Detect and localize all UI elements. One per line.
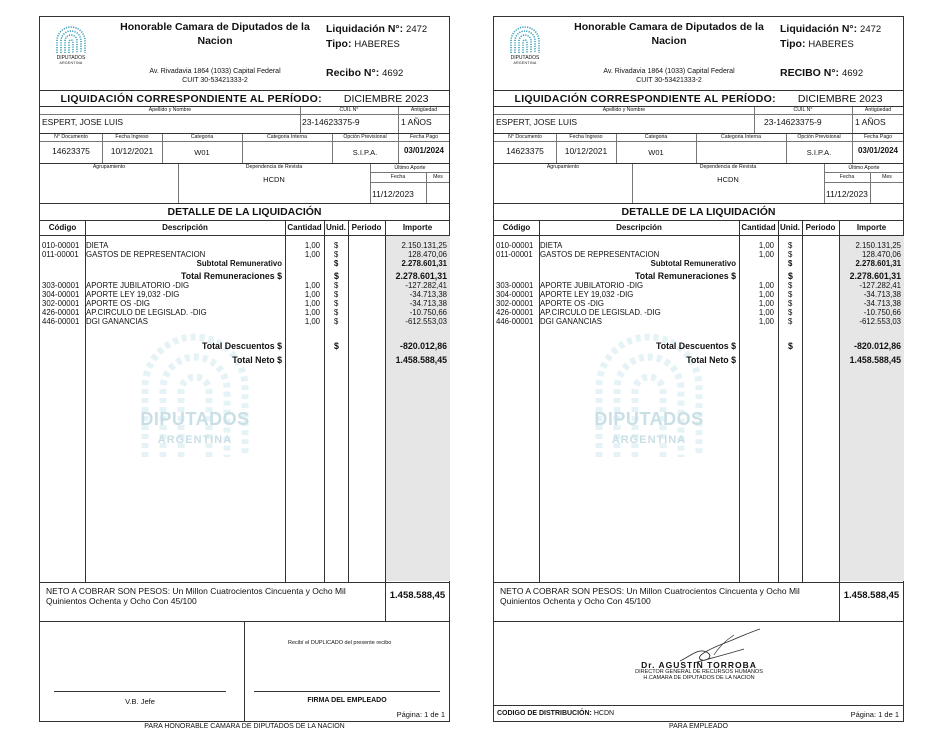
employee-antiguedad: 1 AÑOS <box>401 117 432 127</box>
page-number: Página: 1 de 1 <box>850 710 899 719</box>
row-importe: -612.553,03 <box>859 317 901 326</box>
col-descripcion: Descripción <box>162 223 208 232</box>
liquidacion-value: 2472 <box>860 24 882 35</box>
institution-address <box>564 67 774 85</box>
row-descripcion: DGI GANANCIAS <box>540 317 602 326</box>
row-importe: -10.750,66 <box>863 308 901 317</box>
label-fecha-pago: Fecha Pago <box>410 134 438 140</box>
neto-a-cobrar <box>40 582 450 622</box>
row-importe: -34.713,38 <box>409 299 447 308</box>
row-importe: -612.553,03 <box>405 317 447 326</box>
detalle-title: DETALLE DE LA LIQUIDACIÓN <box>167 206 322 218</box>
label-ultimo-aporte: Último Aporte <box>848 165 880 171</box>
row-cantidad: 1,00 <box>304 281 320 290</box>
recibo-label: RECIBO N°: <box>780 67 840 79</box>
watermark-title: DIPUTADOS <box>594 409 704 429</box>
total-desc-label: Total Descuentos $ <box>201 341 282 351</box>
logo-name: DIPUTADOS <box>510 55 540 61</box>
subtotal-label: Subtotal Remunerativo <box>650 259 736 268</box>
row-cantidad: 1,00 <box>758 241 774 250</box>
total-descuentos-row <box>494 341 904 351</box>
logo-subtitle: ARGENTINA <box>59 61 83 65</box>
label-fecha: Fecha <box>390 174 406 180</box>
subtotal-unit: $ <box>334 259 339 268</box>
row-codigo: 446-00001 <box>42 317 80 326</box>
copy-destination-label: PARA HONORABLE CAMARA DE DIPUTADOS DE LA NACION <box>144 723 345 730</box>
subtotal-unit: $ <box>788 259 793 268</box>
liquidacion-info <box>326 22 427 52</box>
row-unidad: $ <box>334 281 339 290</box>
total-rem-value: 2.278.601,31 <box>395 271 447 281</box>
employee-ingreso: 10/12/2021 <box>110 146 154 156</box>
row-cantidad: 1,00 <box>304 241 320 250</box>
row-codigo: 426-00001 <box>496 308 534 317</box>
employee-previsional: S.I.P.A. <box>806 148 832 157</box>
row-importe: 2.150.131,25 <box>855 241 901 250</box>
row-codigo: 303-00001 <box>42 281 80 290</box>
tipo-label: Tipo: <box>326 38 352 50</box>
label-categoria: Categoria <box>644 134 668 140</box>
recibo-info <box>326 67 403 79</box>
total-desc-value: -820.012,86 <box>400 341 447 351</box>
col-codigo: Código <box>48 223 77 232</box>
employee-previsional: S.I.P.A. <box>352 148 378 157</box>
row-unidad: $ <box>788 250 793 259</box>
institution-title: Honorable Camara de Diputados de la Nacion <box>120 21 310 47</box>
institution-title: Honorable Camara de Diputados de la Nacion <box>574 21 764 47</box>
total-rem-value: 2.278.601,31 <box>849 271 901 281</box>
row-importe: -127.282,41 <box>859 281 901 290</box>
row-descripcion: APORTE LEY 19,032 -DIG <box>540 290 634 299</box>
signer-institution: H.CAMARA DE DIPUTADOS DE LA NACION <box>643 675 755 681</box>
col-cantidad: Cantidad <box>287 223 322 232</box>
row-descripcion: GASTOS DE REPRESENTACION <box>86 250 206 259</box>
row-unidad: $ <box>788 241 793 250</box>
period-row <box>40 91 449 107</box>
signer-name: Dr. AGUSTIN TORROBA <box>641 660 757 670</box>
period-label: LIQUIDACIÓN CORRESPONDIENTE AL PERÍODO: <box>514 93 776 105</box>
recibo-value: 4692 <box>382 68 404 79</box>
page-number: Página: 1 de 1 <box>396 710 445 719</box>
copy-destination-label: PARA EMPLEADO <box>668 723 728 730</box>
row-cantidad: 1,00 <box>304 317 320 326</box>
row-unidad: $ <box>788 299 793 308</box>
row-importe: -34.713,38 <box>409 290 447 299</box>
neto-text: NETO A COBRAR SON PESOS: Un Millon Cuatrocientos Cincuenta y Ocho Mil Quinientos Ochenta y Ocho Con 45/100 <box>46 586 346 606</box>
liquidacion-info <box>780 22 881 52</box>
vb-jefe-label: V.B. Jefe <box>125 697 155 706</box>
subtotal-row <box>494 259 904 269</box>
row-cantidad: 1,00 <box>758 299 774 308</box>
row-codigo: 304-00001 <box>496 290 534 299</box>
label-nombre: Apellido y Nombre <box>602 107 646 113</box>
cuit-line: CUIT 30-53421333-2 <box>636 77 702 84</box>
label-mes: Mes <box>882 174 892 180</box>
total-descuentos-row <box>40 341 450 351</box>
total-rem-unit: $ <box>788 271 793 281</box>
label-dependencia: Dependencia de Revista <box>245 164 303 170</box>
row-unidad: $ <box>334 317 339 326</box>
recibi-text: Recibí el DUPLICADO del presente recibo <box>288 640 392 646</box>
total-neto-row <box>40 355 450 365</box>
col-importe: Importe <box>856 223 887 232</box>
row-cantidad: 1,00 <box>304 308 320 317</box>
neto-a-cobrar <box>494 582 904 622</box>
row-importe: -127.282,41 <box>405 281 447 290</box>
row-codigo: 426-00001 <box>42 308 80 317</box>
recibo-label: Recibo N°: <box>326 67 380 79</box>
row-unidad: $ <box>334 299 339 308</box>
employee-antiguedad: 1 AÑOS <box>855 117 886 127</box>
col-codigo: Código <box>502 223 531 232</box>
total-neto-value: 1.458.588,45 <box>849 355 901 365</box>
row-unidad: $ <box>334 290 339 299</box>
row-cantidad: 1,00 <box>758 308 774 317</box>
label-categoria: Categoria <box>190 134 214 140</box>
period-row <box>494 91 903 107</box>
row-importe: -34.713,38 <box>863 299 901 308</box>
watermark-title: DIPUTADOS <box>140 409 250 429</box>
employee-dependencia: HCDN <box>263 175 285 184</box>
row-descripcion: AP.CIRCULO DE LEGISLAD. -DIG <box>86 308 207 317</box>
signer-title: DIRECTOR GENERAL DE RECURSOS HUMANOS <box>635 669 763 675</box>
employee-name: ESPERT, JOSE LUIS <box>42 117 124 127</box>
total-remuneraciones-row <box>494 271 904 281</box>
row-codigo: 302-00001 <box>42 299 80 308</box>
row-cantidad: 1,00 <box>758 317 774 326</box>
employee-documento: 14623375 <box>506 146 544 156</box>
firma-empleado-label: FIRMA DEL EMPLEADO <box>307 697 387 704</box>
row-importe: 128.470,06 <box>861 250 901 259</box>
row-descripcion: GASTOS DE REPRESENTACION <box>540 250 660 259</box>
liquidacion-label: Liquidación N°: <box>326 23 404 35</box>
subtotal-value: 2.278.601,31 <box>401 259 447 268</box>
watermark-subtitle: ARGENTINA <box>611 434 687 446</box>
label-ingreso: Fecha Ingreso <box>115 134 149 140</box>
subtotal-row <box>40 259 450 269</box>
receipt-copy-employee <box>493 16 904 722</box>
distribucion-value: HCDN <box>593 710 615 717</box>
subtotal-value: 2.278.601,31 <box>855 259 901 268</box>
neto-amount: 1.458.588,45 <box>843 590 900 601</box>
label-previsional: Opción Previsional <box>797 134 841 140</box>
label-documento: N° Documento <box>54 134 88 140</box>
label-ingreso: Fecha Ingreso <box>569 134 603 140</box>
col-descripcion: Descripción <box>616 223 662 232</box>
row-descripcion: DIETA <box>540 241 563 250</box>
employee-ingreso: 10/12/2021 <box>564 146 608 156</box>
diputados-logo <box>504 23 546 75</box>
label-ultimo-aporte: Último Aporte <box>394 165 426 171</box>
neto-text: NETO A COBRAR SON PESOS: Un Millon Cuatrocientos Cincuenta y Ocho Mil Quinientos Ochenta y Ocho Con 45/100 <box>500 586 800 606</box>
col-cantidad: Cantidad <box>741 223 776 232</box>
row-descripcion: APORTE JUBILATORIO -DIG <box>86 281 190 290</box>
logo-subtitle: ARGENTINA <box>513 61 537 65</box>
subtotal-label: Subtotal Remunerativo <box>196 259 282 268</box>
employee-fecha-pago: 03/01/2024 <box>403 146 445 155</box>
row-cantidad: 1,00 <box>758 281 774 290</box>
recibo-info <box>780 67 863 79</box>
total-neto-label: Total Neto $ <box>686 355 736 365</box>
label-documento: N° Documento <box>508 134 542 140</box>
logo-name: DIPUTADOS <box>56 55 86 61</box>
arch-logo-icon <box>53 23 89 55</box>
watermark-subtitle: ARGENTINA <box>157 434 233 446</box>
row-unidad: $ <box>334 241 339 250</box>
arch-logo-icon <box>507 23 543 55</box>
col-periodo: Periodo <box>805 223 836 232</box>
row-cantidad: 1,00 <box>758 290 774 299</box>
label-cat-interna: Categoria Interna <box>720 134 762 140</box>
row-codigo: 302-00001 <box>496 299 534 308</box>
label-dependencia: Dependencia de Revista <box>699 164 757 170</box>
total-neto-label: Total Neto $ <box>232 355 282 365</box>
row-importe: -10.750,66 <box>409 308 447 317</box>
period-value: DICIEMBRE 2023 <box>343 93 429 105</box>
col-periodo: Periodo <box>351 223 382 232</box>
row-descripcion: DIETA <box>86 241 109 250</box>
distribucion-info <box>497 710 614 717</box>
row-codigo: 011-00001 <box>496 250 533 259</box>
total-rem-label: Total Remuneraciones $ <box>180 271 282 281</box>
label-agrupamiento: Agrupamiento <box>92 164 126 170</box>
label-fecha-pago: Fecha Pago <box>864 134 892 140</box>
row-unidad: $ <box>334 308 339 317</box>
row-cantidad: 1,00 <box>304 299 320 308</box>
total-rem-unit: $ <box>334 271 339 281</box>
row-unidad: $ <box>788 290 793 299</box>
row-descripcion: APORTE OS -DIG <box>86 299 150 308</box>
total-desc-value: -820.012,86 <box>854 341 901 351</box>
row-cantidad: 1,00 <box>304 250 320 259</box>
tipo-label: Tipo: <box>780 38 806 50</box>
distribucion-label: CODIGO DE DISTRIBUCIÓN: <box>497 710 592 717</box>
label-agrupamiento: Agrupamiento <box>546 164 580 170</box>
employee-cuil: 23-14623375-9 <box>764 117 822 127</box>
total-rem-label: Total Remuneraciones $ <box>634 271 736 281</box>
row-unidad: $ <box>788 281 793 290</box>
label-cuil: CUIL N° <box>339 107 359 113</box>
cuit-line: CUIT 30-53421333-2 <box>182 77 248 84</box>
table-row <box>494 317 904 327</box>
institution-address <box>110 67 320 85</box>
col-unidad: Unid. <box>326 223 346 232</box>
row-descripcion: APORTE LEY 19,032 -DIG <box>86 290 180 299</box>
label-antiguedad: Antigüedad <box>864 107 892 113</box>
liquidacion-value: 2472 <box>406 24 428 35</box>
row-codigo: 446-00001 <box>496 317 534 326</box>
row-importe: -34.713,38 <box>863 290 901 299</box>
employee-fecha-pago: 03/01/2024 <box>857 146 899 155</box>
row-unidad: $ <box>788 308 793 317</box>
row-unidad: $ <box>788 317 793 326</box>
tipo-value: HABERES <box>354 39 400 50</box>
employee-dependencia: HCDN <box>717 175 739 184</box>
receipt-copy-institution <box>39 16 450 722</box>
total-desc-label: Total Descuentos $ <box>655 341 736 351</box>
total-neto-row <box>494 355 904 365</box>
row-descripcion: DGI GANANCIAS <box>86 317 148 326</box>
row-importe: 128.470,06 <box>407 250 447 259</box>
employee-categoria: W01 <box>648 148 664 157</box>
total-desc-unit: $ <box>334 341 339 351</box>
col-importe: Importe <box>402 223 433 232</box>
label-previsional: Opción Previsional <box>343 134 387 140</box>
row-codigo: 303-00001 <box>496 281 534 290</box>
label-cuil: CUIL N° <box>793 107 813 113</box>
row-cantidad: 1,00 <box>758 250 774 259</box>
row-descripcion: AP.CIRCULO DE LEGISLAD. -DIG <box>540 308 661 317</box>
employee-categoria: W01 <box>194 148 210 157</box>
liquidacion-label: Liquidación N°: <box>780 23 858 35</box>
label-nombre: Apellido y Nombre <box>148 107 192 113</box>
period-value: DICIEMBRE 2023 <box>797 93 883 105</box>
row-codigo: 010-00001 <box>42 241 80 250</box>
col-unidad: Unid. <box>780 223 800 232</box>
row-cantidad: 1,00 <box>304 290 320 299</box>
row-codigo: 304-00001 <box>42 290 80 299</box>
table-row <box>40 317 450 327</box>
recibo-value: 4692 <box>841 68 864 79</box>
row-importe: 2.150.131,25 <box>401 241 447 250</box>
address-line: Av. Rivadavia 1864 (1033) Capital Federal <box>149 68 281 75</box>
period-label: LIQUIDACIÓN CORRESPONDIENTE AL PERÍODO: <box>60 93 322 105</box>
row-unidad: $ <box>334 250 339 259</box>
total-remuneraciones-row <box>40 271 450 281</box>
label-mes: Mes <box>433 174 443 180</box>
total-desc-unit: $ <box>788 341 793 351</box>
total-neto-value: 1.458.588,45 <box>395 355 447 365</box>
employee-documento: 14623375 <box>52 146 90 156</box>
row-descripcion: APORTE OS -DIG <box>540 299 604 308</box>
employee-ultimo-aporte: 11/12/2023 <box>826 189 868 199</box>
row-codigo: 011-00001 <box>42 250 79 259</box>
diputados-logo <box>50 23 92 75</box>
neto-amount: 1.458.588,45 <box>389 590 446 601</box>
address-line: Av. Rivadavia 1864 (1033) Capital Federal <box>603 68 735 75</box>
tipo-value: HABERES <box>808 39 854 50</box>
label-antiguedad: Antigüedad <box>410 107 438 113</box>
employee-cuil: 23-14623375-9 <box>302 117 360 127</box>
label-fecha: Fecha <box>839 174 855 180</box>
row-codigo: 010-00001 <box>496 241 534 250</box>
detalle-title: DETALLE DE LA LIQUIDACIÓN <box>621 206 776 218</box>
employee-ultimo-aporte: 11/12/2023 <box>372 189 414 199</box>
label-cat-interna: Categoria Interna <box>266 134 308 140</box>
employee-name: ESPERT, JOSE LUIS <box>496 117 578 127</box>
row-descripcion: APORTE JUBILATORIO -DIG <box>540 281 644 290</box>
